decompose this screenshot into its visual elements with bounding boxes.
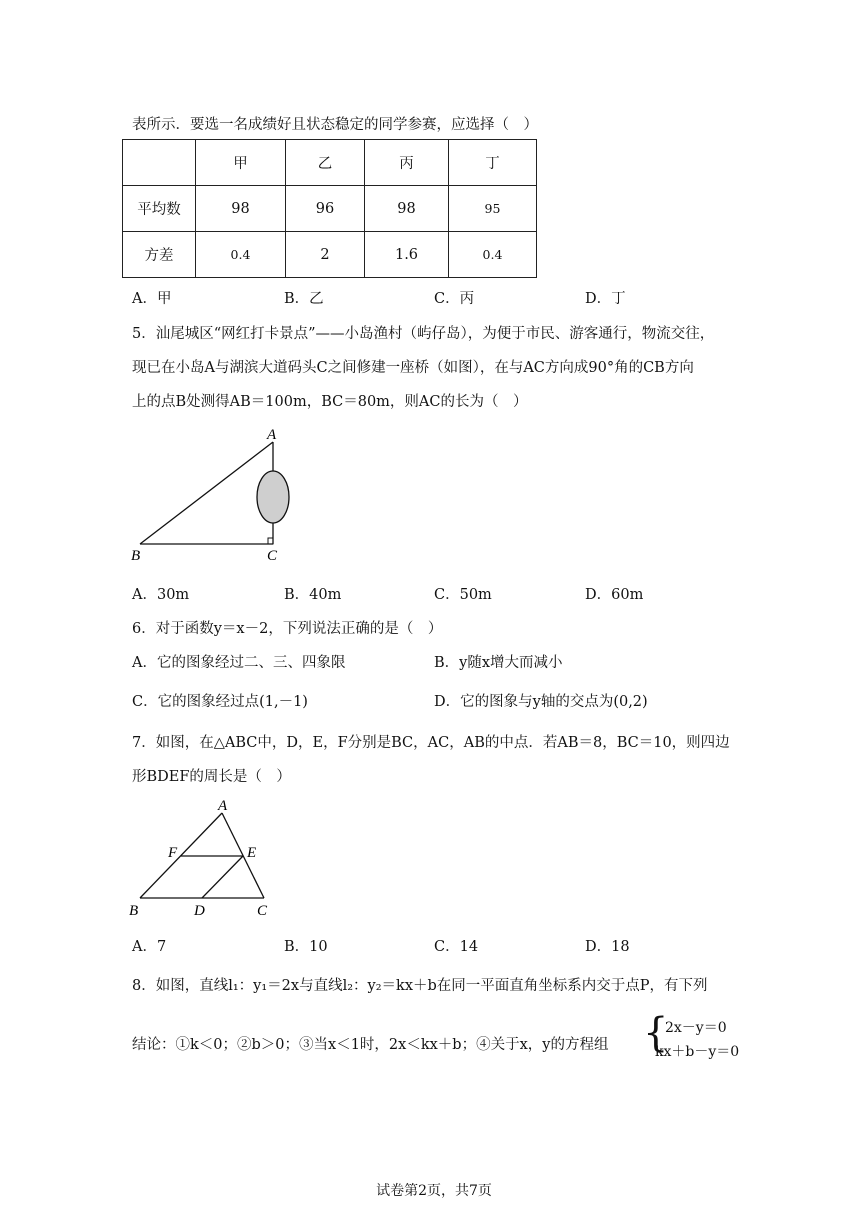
midpoint-triangle-figure <box>126 795 286 925</box>
label-c: C <box>257 903 268 919</box>
table-cell: 95 <box>449 186 537 232</box>
q5-stem-line3: 上的点B处测得AB＝100m，BC＝80m，则AC的长为（ ） <box>132 394 528 410</box>
table-cell: 98 <box>196 186 286 232</box>
table-cell: 方差 <box>123 232 196 278</box>
q5-stem-line2: 现已在小岛A与湖滨大道码头C之间修建一座桥（如图），在与AC方向成90°角的CB方向 <box>132 360 694 376</box>
island-shape <box>257 471 289 523</box>
table-cell: 平均数 <box>123 186 196 232</box>
table-row <box>123 232 537 278</box>
q7-option-a[interactable]: A．7 <box>132 939 167 955</box>
q8-stem-line1: 8．如图，直线l₁：y₁＝2x与直线l₂：y₂＝kx＋b在同一平面直角坐标系内交于点P，有下列 <box>132 978 708 994</box>
q5-option-d[interactable]: D．60m <box>585 587 644 603</box>
table-header-cell: 乙 <box>286 140 365 186</box>
q8-system-eq2: kx＋b－y＝0 <box>655 1044 740 1060</box>
label-d: D <box>194 903 205 919</box>
q6-option-b[interactable]: B．y随x增大而减小 <box>434 655 563 671</box>
label-b: B <box>129 903 139 919</box>
table-header-cell <box>123 140 196 186</box>
segment-ab <box>140 442 273 544</box>
label-c: C <box>267 548 278 564</box>
q5-stem-line1: 5．汕尾城区“网红打卡景点”——小岛渔村（屿仔岛），为便于市民、游客通行，物流交往， <box>132 326 715 342</box>
table-cell: 96 <box>286 186 365 232</box>
q7-option-d[interactable]: D．18 <box>585 939 630 955</box>
table-cell: 2 <box>286 232 365 278</box>
label-b: B <box>131 548 141 564</box>
q5-option-a[interactable]: A．30m <box>132 587 190 603</box>
table-cell: 1.6 <box>365 232 449 278</box>
q4-option-b[interactable]: B．乙 <box>284 291 324 307</box>
table-cell: 0.4 <box>449 232 537 278</box>
table-header-cell: 甲 <box>196 140 286 186</box>
table-cell: 98 <box>365 186 449 232</box>
table-cell: 0.4 <box>196 232 286 278</box>
label-a: A <box>218 798 228 814</box>
q4-intro: 表所示．要选一名成绩好且状态稳定的同学参赛，应选择（ ） <box>132 117 538 133</box>
q6-option-c[interactable]: C．它的图象经过点(1,－1) <box>132 694 308 710</box>
q4-option-d[interactable]: D．丁 <box>585 291 626 307</box>
q4-option-c[interactable]: C．丙 <box>434 291 475 307</box>
q8-system-eq1: 2x－y＝0 <box>665 1020 727 1036</box>
stats-table <box>122 139 537 278</box>
q7-option-c[interactable]: C．14 <box>434 939 479 955</box>
q4-option-a[interactable]: A．甲 <box>132 291 172 307</box>
q6-option-d[interactable]: D．它的图象与y轴的交点为(0,2) <box>434 694 648 710</box>
label-f: F <box>168 845 178 861</box>
label-a: A <box>267 427 277 443</box>
table-header-cell: 丙 <box>365 140 449 186</box>
q8-stem-line2: 结论：①k＜0；②b＞0；③当x＜1时，2x＜kx＋b；④关于x，y的方程组 <box>132 1037 609 1053</box>
table-row <box>123 186 537 232</box>
q6-stem: 6．对于函数y＝x－2，下列说法正确的是（ ） <box>132 621 443 637</box>
q6-option-a[interactable]: A．它的图象经过二、三、四象限 <box>132 655 346 671</box>
right-angle-mark <box>268 538 273 544</box>
q7-option-b[interactable]: B．10 <box>284 939 328 955</box>
bridge-triangle-figure <box>128 420 308 570</box>
page-footer: 试卷第2页，共7页 <box>376 1183 492 1199</box>
label-e: E <box>247 845 257 861</box>
q5-option-b[interactable]: B．40m <box>284 587 342 603</box>
table-header-cell: 丁 <box>449 140 537 186</box>
segment-ed <box>202 856 243 898</box>
table-header-row <box>123 140 537 186</box>
q8-system-brace: { <box>643 1010 669 1056</box>
q7-stem-line2: 形BDEF的周长是（ ） <box>132 769 291 785</box>
q5-option-c[interactable]: C．50m <box>434 587 492 603</box>
q7-stem-line1: 7．如图，在△ABC中，D，E，F分别是BC，AC，AB的中点．若AB＝8，BC＝10，则四边 <box>132 735 730 751</box>
